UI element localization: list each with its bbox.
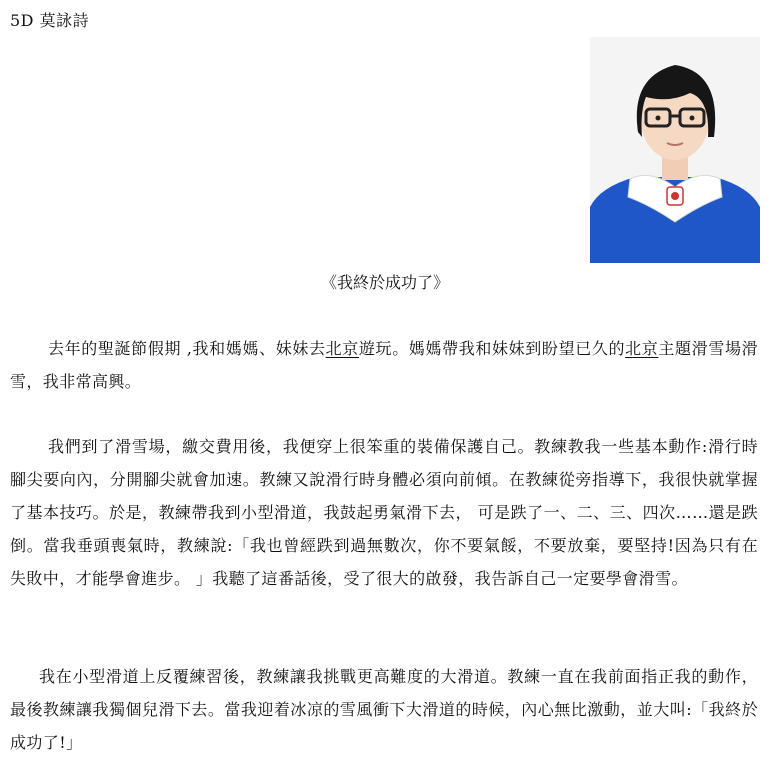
- paragraph-1: [10, 332, 758, 398]
- paragraph-1-part-3: 主題滑雪場滑雪，我非常高興。: [10, 339, 758, 391]
- paragraph-1-part-1: 去年的聖誕節假期 ,我和媽媽、妹妹去: [48, 339, 326, 358]
- paragraph-2: 我們到了滑雪場，繳交費用後，我便穿上很笨重的裝備保護自己。教練教我一些基本動作:滑行時腳尖要向內，分開腳尖就會加速。教練又說滑行時身體必須向前傾。在教練從旁指導下，我很快就掌握了基本技巧。於是，教練帶我到小型滑道，我鼓起勇氣滑下去， 可是跌了一、二、三、四次……還是跌倒。當我垂頭喪氣時，教練說:「我也曾經跌到過無數次，你不要氣餒，不要放棄，要堅持!因為只有在失敗中，才能學會進步。 」我聽了這番話後，受了很大的啟發，我告訴自己一定要學會滑雪。: [10, 437, 758, 588]
- paragraph-3: 我在小型滑道上反覆練習後，教練讓我挑戰更高難度的大滑道。教練一直在我前面指正我的動作，最後教練讓我獨個兒滑下去。當我迎着冰凉的雪風衝下大滑道的時候，內心無比激動，並大叫:「我終於成功了!」: [10, 667, 758, 752]
- student-portrait-icon: [590, 37, 760, 263]
- paragraph-1-part-2: 遊玩。媽媽帶我和妹妹到盼望已久的: [358, 339, 626, 358]
- author-heading: 5D 莫詠詩: [10, 11, 90, 30]
- place-name-beijing-2: 北京: [625, 339, 659, 358]
- student-photo: [590, 37, 760, 263]
- essay-title: 《我終於成功了》: [320, 273, 449, 292]
- place-name-beijing: 北京: [325, 339, 359, 358]
